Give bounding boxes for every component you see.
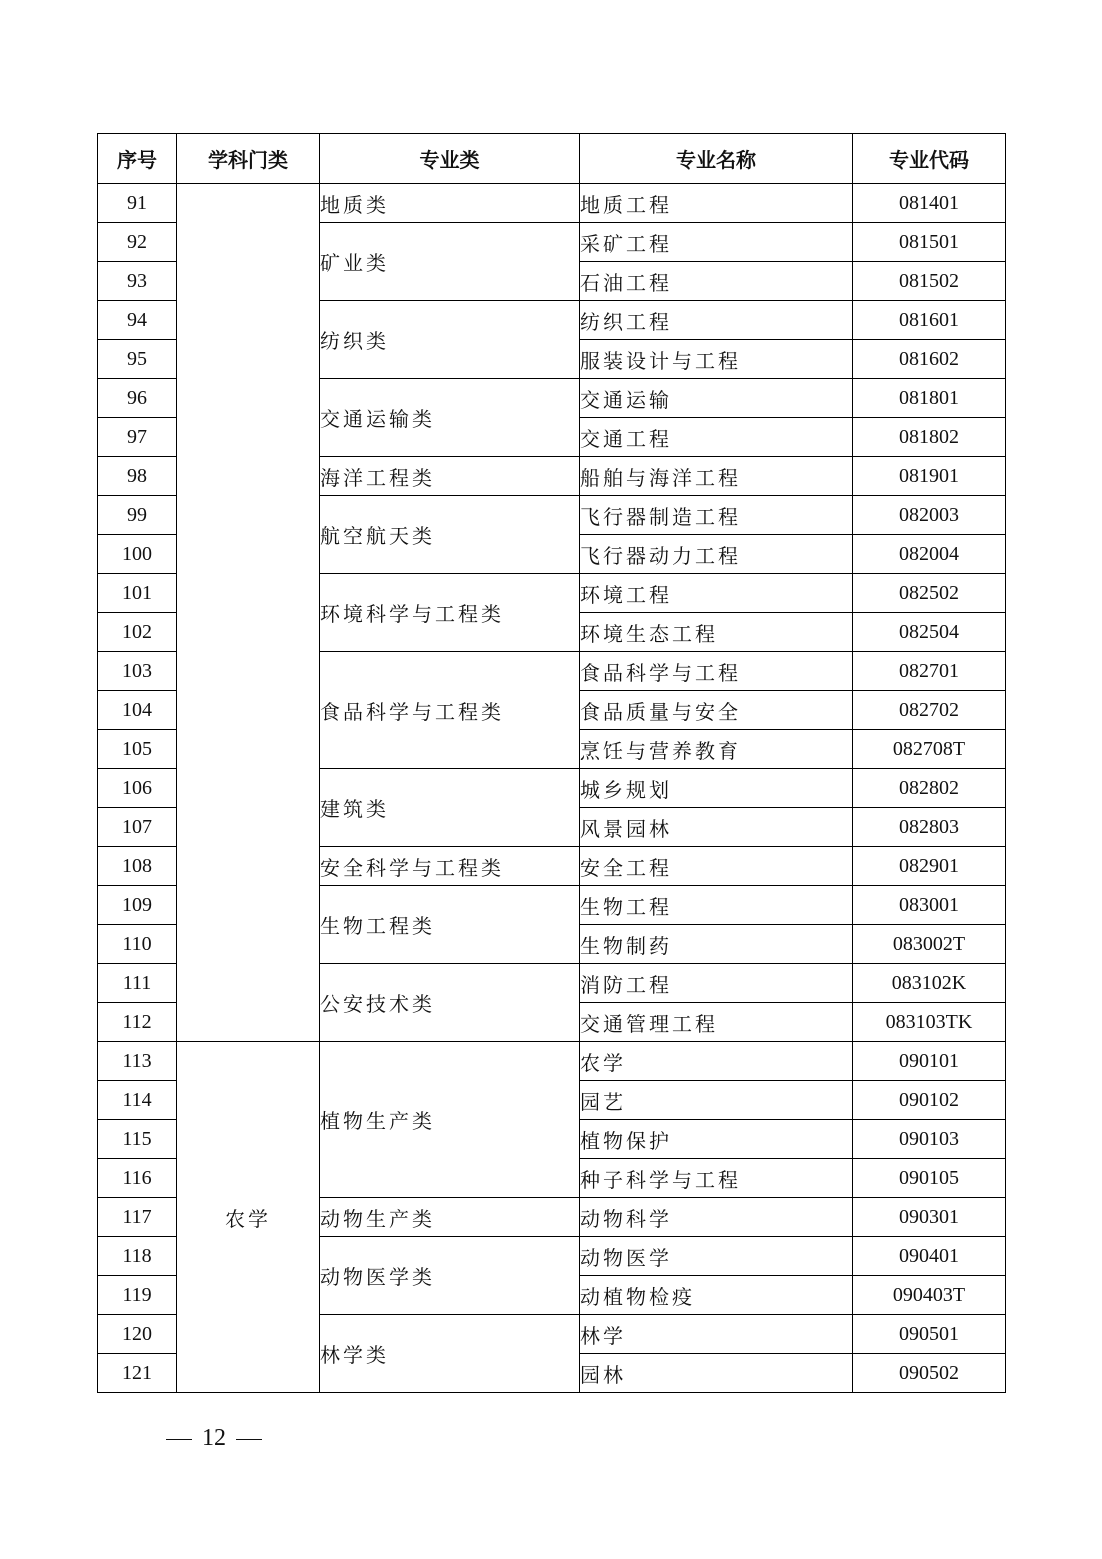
category-cell: 交通运输类	[320, 379, 580, 457]
category-cell: 生物工程类	[320, 886, 580, 964]
major-code: 081901	[853, 457, 1006, 496]
row-index: 117	[98, 1198, 177, 1237]
row-index: 114	[98, 1081, 177, 1120]
row-index: 120	[98, 1315, 177, 1354]
major-code: 090105	[853, 1159, 1006, 1198]
page-number: 12	[202, 1425, 226, 1451]
major-name: 林学	[580, 1315, 853, 1354]
header-index: 序号	[98, 134, 177, 184]
row-index: 105	[98, 730, 177, 769]
major-name: 生物工程	[580, 886, 853, 925]
row-index: 97	[98, 418, 177, 457]
major-name: 农学	[580, 1042, 853, 1081]
row-index: 112	[98, 1003, 177, 1042]
major-name: 消防工程	[580, 964, 853, 1003]
major-code: 082004	[853, 535, 1006, 574]
row-index: 103	[98, 652, 177, 691]
major-code: 090301	[853, 1198, 1006, 1237]
major-code: 081802	[853, 418, 1006, 457]
major-name: 飞行器制造工程	[580, 496, 853, 535]
row-index: 121	[98, 1354, 177, 1393]
table-row	[98, 184, 1006, 223]
major-name: 环境生态工程	[580, 613, 853, 652]
major-code: 081401	[853, 184, 1006, 223]
major-name: 环境工程	[580, 574, 853, 613]
row-index: 107	[98, 808, 177, 847]
row-index: 111	[98, 964, 177, 1003]
major-code: 082901	[853, 847, 1006, 886]
major-code: 090502	[853, 1354, 1006, 1393]
major-code: 090102	[853, 1081, 1006, 1120]
major-name: 植物保护	[580, 1120, 853, 1159]
table-body	[98, 184, 1006, 1393]
row-index: 109	[98, 886, 177, 925]
major-name: 园林	[580, 1354, 853, 1393]
major-name: 地质工程	[580, 184, 853, 223]
row-index: 110	[98, 925, 177, 964]
row-index: 119	[98, 1276, 177, 1315]
footer-dash-right	[236, 1439, 262, 1440]
header-discipline: 学科门类	[177, 134, 320, 184]
major-name: 安全工程	[580, 847, 853, 886]
major-name: 船舶与海洋工程	[580, 457, 853, 496]
row-index: 116	[98, 1159, 177, 1198]
major-name: 纺织工程	[580, 301, 853, 340]
major-code: 082708T	[853, 730, 1006, 769]
major-code: 082802	[853, 769, 1006, 808]
row-index: 93	[98, 262, 177, 301]
major-code: 082003	[853, 496, 1006, 535]
major-name: 动物医学	[580, 1237, 853, 1276]
major-code: 083103TK	[853, 1003, 1006, 1042]
major-code: 083001	[853, 886, 1006, 925]
row-index: 94	[98, 301, 177, 340]
row-index: 108	[98, 847, 177, 886]
header-category: 专业类	[320, 134, 580, 184]
category-cell: 海洋工程类	[320, 457, 580, 496]
major-name: 服装设计与工程	[580, 340, 853, 379]
table-row	[98, 1042, 1006, 1081]
major-code: 082803	[853, 808, 1006, 847]
page-footer	[166, 1425, 262, 1452]
row-index: 113	[98, 1042, 177, 1081]
row-index: 104	[98, 691, 177, 730]
category-cell: 动物医学类	[320, 1237, 580, 1315]
major-name: 石油工程	[580, 262, 853, 301]
major-code: 082502	[853, 574, 1006, 613]
category-cell: 环境科学与工程类	[320, 574, 580, 652]
major-name: 交通运输	[580, 379, 853, 418]
major-name: 园艺	[580, 1081, 853, 1120]
major-name: 城乡规划	[580, 769, 853, 808]
major-code: 081502	[853, 262, 1006, 301]
row-index: 118	[98, 1237, 177, 1276]
category-cell: 公安技术类	[320, 964, 580, 1042]
major-code: 082504	[853, 613, 1006, 652]
major-code: 090501	[853, 1315, 1006, 1354]
major-code: 082701	[853, 652, 1006, 691]
major-code: 083002T	[853, 925, 1006, 964]
row-index: 106	[98, 769, 177, 808]
major-code: 090401	[853, 1237, 1006, 1276]
major-code: 090101	[853, 1042, 1006, 1081]
majors-table	[97, 133, 1006, 1393]
row-index: 95	[98, 340, 177, 379]
major-code: 081801	[853, 379, 1006, 418]
major-name: 食品科学与工程	[580, 652, 853, 691]
category-cell: 地质类	[320, 184, 580, 223]
row-index: 98	[98, 457, 177, 496]
category-cell: 矿业类	[320, 223, 580, 301]
category-cell: 林学类	[320, 1315, 580, 1393]
major-code: 081501	[853, 223, 1006, 262]
major-name: 食品质量与安全	[580, 691, 853, 730]
footer-dash-left	[166, 1439, 192, 1440]
category-cell: 建筑类	[320, 769, 580, 847]
header-code: 专业代码	[853, 134, 1006, 184]
major-name: 飞行器动力工程	[580, 535, 853, 574]
major-code: 081601	[853, 301, 1006, 340]
category-cell: 安全科学与工程类	[320, 847, 580, 886]
row-index: 92	[98, 223, 177, 262]
category-cell: 纺织类	[320, 301, 580, 379]
major-code: 083102K	[853, 964, 1006, 1003]
row-index: 115	[98, 1120, 177, 1159]
header-row	[98, 134, 1006, 184]
row-index: 100	[98, 535, 177, 574]
major-code: 090103	[853, 1120, 1006, 1159]
row-index: 91	[98, 184, 177, 223]
category-cell: 植物生产类	[320, 1042, 580, 1198]
major-name: 生物制药	[580, 925, 853, 964]
major-name: 采矿工程	[580, 223, 853, 262]
row-index: 101	[98, 574, 177, 613]
row-index: 96	[98, 379, 177, 418]
row-index: 99	[98, 496, 177, 535]
header-name: 专业名称	[580, 134, 853, 184]
major-name: 交通管理工程	[580, 1003, 853, 1042]
category-cell: 食品科学与工程类	[320, 652, 580, 769]
row-index: 102	[98, 613, 177, 652]
major-name: 动植物检疫	[580, 1276, 853, 1315]
major-code: 081602	[853, 340, 1006, 379]
category-cell: 动物生产类	[320, 1198, 580, 1237]
major-name: 烹饪与营养教育	[580, 730, 853, 769]
category-cell: 航空航天类	[320, 496, 580, 574]
major-code: 082702	[853, 691, 1006, 730]
discipline-cell: 农学	[177, 1042, 320, 1393]
discipline-cell	[177, 184, 320, 1042]
major-code: 090403T	[853, 1276, 1006, 1315]
major-name: 风景园林	[580, 808, 853, 847]
major-name: 种子科学与工程	[580, 1159, 853, 1198]
major-name: 动物科学	[580, 1198, 853, 1237]
major-name: 交通工程	[580, 418, 853, 457]
